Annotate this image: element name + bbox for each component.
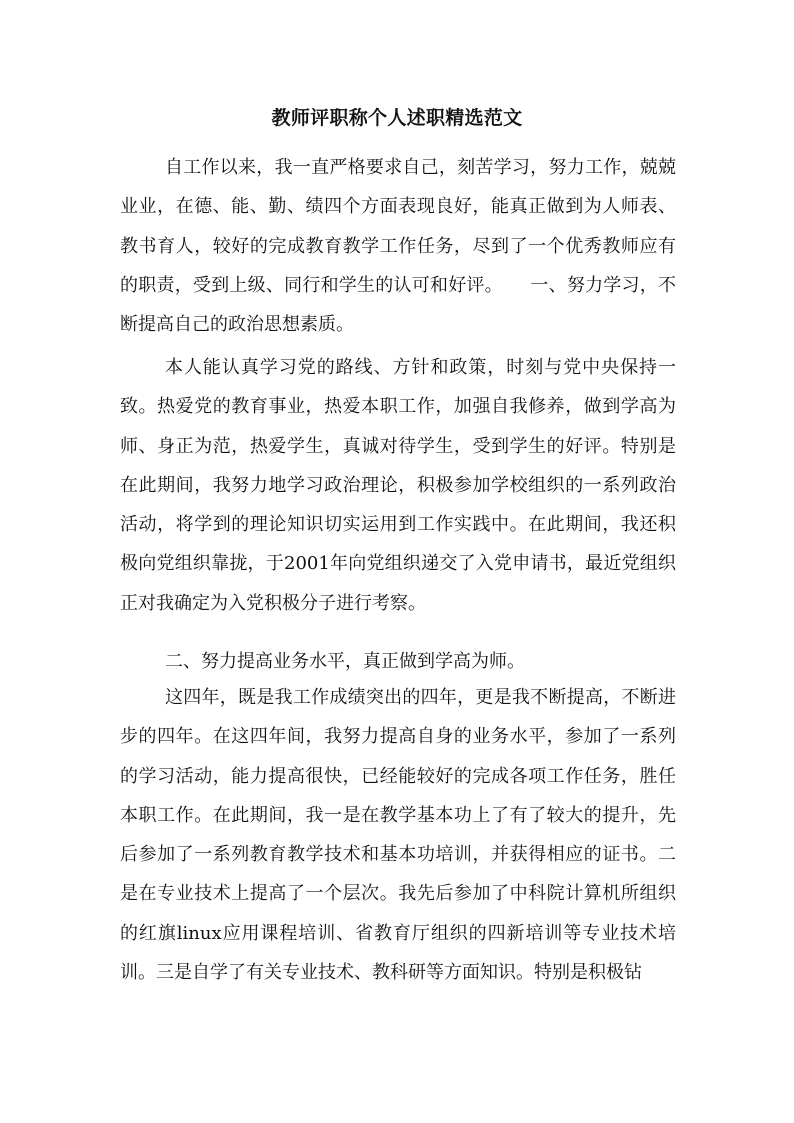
paragraph-4: 这四年，既是我工作成绩突出的四年，更是我不断提高，不断进步的四年。在这四年间，我努力提高自身的业务水平，参加了一系列的学习活动，能力提高很快，已经能较好的完成各项工作任务，胜任本职工作。在此期间，我一是在教学基本功上了有了较大的提升，先后参加了一系列教育教学技术和基本功培训，并获得相应的证书。二是在专业技术上提高了一个层次。我先后参加了中科院计算机所组织的红旗linux应用课程培训、省教育厅组织的四新培训等专业技术培训。三是自学了有关专业技术、教科研等方面知识。特别是积极钻 [120,687,676,984]
paragraph-1: 自工作以来，我一直严格要求自己，刻苦学习，努力工作，兢兢业业，在德、能、勤、绩四个方面表现良好，能真正做到为人师表、教书育人，较好的完成教育教学工作任务，尽到了一个优秀教师应有的职责，受到上级、同行和学生的认可和好评。 一、努力学习，不断提高自己的政治思想素质。 [120,157,676,336]
document-title: 教师评职称个人述职精选范文 [271,107,523,129]
paragraph-2: 本人能认真学习党的路线、方针和政策，时刻与党中央保持一致。热爱党的教育事业，热爱本职工作，加强自我修养，做到学高为师、身正为范，热爱学生，真诚对待学生，受到学生的好评。特别是在此期间，我努力地学习政治理论，积极参加学校组织的一系列政治活动，将学到的理论知识切实运用到工作实践中。在此期间，我还积极向党组织靠拢，于2001年向党组织递交了入党申请书，最近党组织正对我确定为入党积极分子进行考察。 [120,357,676,614]
paragraph-3: 二、努力提高业务水平，真正做到学高为师。 [165,651,525,672]
